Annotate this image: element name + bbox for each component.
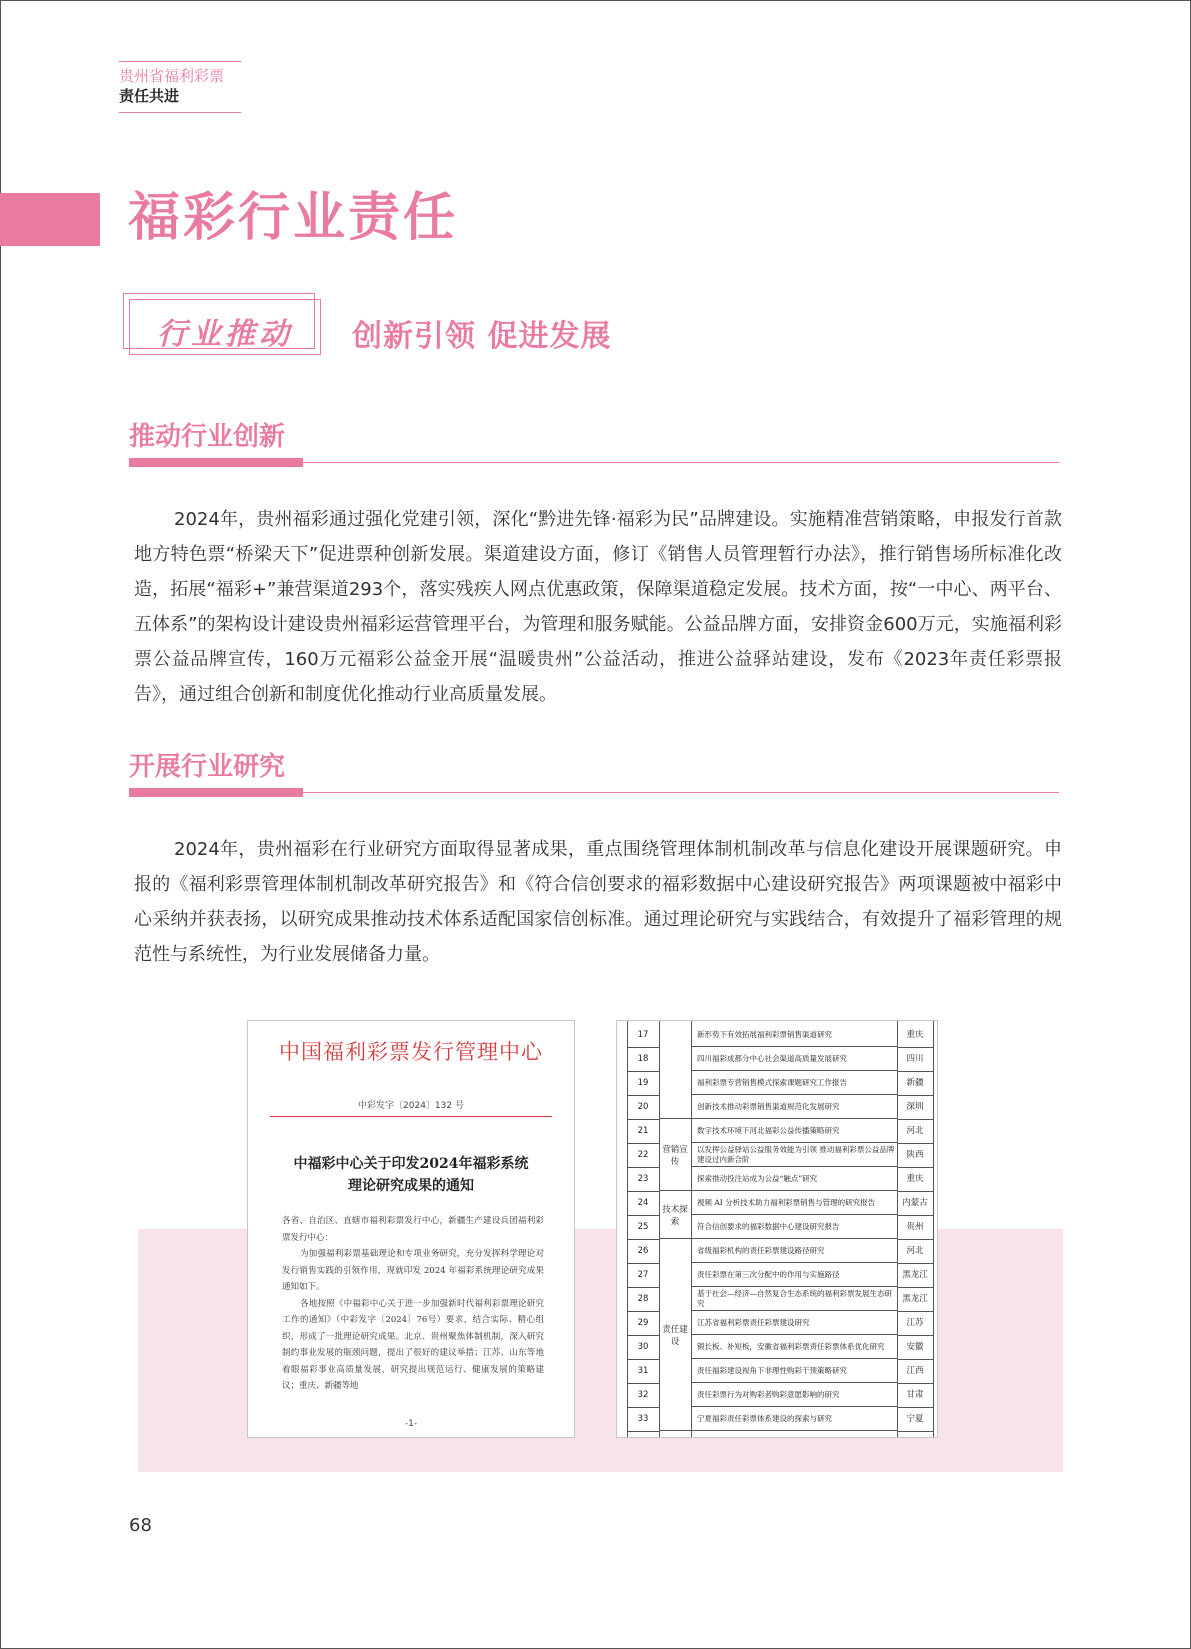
document-body <box>282 1213 544 1395</box>
header-org: 贵州省福利彩票 <box>119 67 225 85</box>
table-cell-number: 24 <box>627 1191 659 1216</box>
stamp-label: 行业推动 <box>157 317 293 352</box>
table-cell-topic: 符合信创要求的福彩数据中心建设研究报告 <box>691 1215 897 1239</box>
table-cell-number: 18 <box>627 1047 659 1072</box>
document-body-line: 各地按照《中福彩中心关于进一步加强新时代福利彩票理论研究工作的通知》（中彩发字〔2024〕76号）要求，结合实际、精心组织，形成了一批理论研究成果。北京、贵州聚焦体制机制，深入研究制约事业发展的瓶颈问题，提出了很好的建议举措；江苏、山东等地着眼福彩事业高质量发展，研究提出规范运行、健康发展的策略建议；重庆、新疆等地 <box>282 1298 544 1391</box>
table-cell-region: 重庆 <box>897 1167 933 1192</box>
table-cell-region: 江西 <box>897 1359 933 1384</box>
table-cell-region: 陕西 <box>897 1143 933 1168</box>
chapter-subtitle: 创新引领 促进发展 <box>352 319 612 354</box>
research-list-table-image <box>616 1020 938 1438</box>
table-cell-region: 黑龙江 <box>897 1287 933 1312</box>
table-cell-number: 17 <box>627 1023 659 1048</box>
document-red-rule <box>270 1116 552 1117</box>
title-accent-block <box>0 193 100 246</box>
table-cell-region: 内蒙古 <box>897 1191 933 1216</box>
table-cell-number: 32 <box>627 1383 659 1408</box>
table-cell-number: 30 <box>627 1335 659 1360</box>
section-title-research: 开展行业研究 <box>129 752 286 782</box>
running-header <box>119 61 241 113</box>
table-cell-region: 深圳 <box>897 1095 933 1120</box>
header-section: 责任共进 <box>119 87 180 105</box>
table-cell-region: 黑龙江 <box>897 1263 933 1288</box>
table-cell-region: 江苏 <box>897 1311 933 1336</box>
section-bar <box>129 458 303 467</box>
table-cell-topic: 省级福彩机构的责任彩票建设路径研究 <box>691 1239 897 1263</box>
table-cell-number: 26 <box>627 1239 659 1264</box>
table-cell-number: 20 <box>627 1095 659 1120</box>
table-cell-number: 29 <box>627 1311 659 1336</box>
table-cell-topic: 視频 AI 分析技术助力福利彩票销售与管理的研究报告 <box>691 1191 897 1215</box>
table-cell-topic: 宁夏福彩责任彩票体系建设的探索与研究 <box>691 1407 897 1431</box>
table-cell-topic: 责任彩票在第三次分配中的作用与实施路径 <box>691 1263 897 1287</box>
table-cell-region: 甘肃 <box>897 1383 933 1408</box>
table-cell-region: 四川 <box>897 1047 933 1072</box>
document-body-line: 为加强福利彩票基础理论和专项业务研究，充分发挥科学理论对发行销售实践的引领作用，现就印发 2024 年福彩系统理论研究成果通知如下。 <box>282 1249 544 1292</box>
section-paragraph-innovation: 2024年，贵州福彩通过强化党建引领，深化“黔进先锋·福彩为民”品牌建设。实施精准营销策略，申报发行首款地方特色票“桥梁天下”促进票种创新发展。渠道建设方面，修订《销售人员管理暂行办法》，推行销售场所标准化改造，拓展“福彩+”兼营渠道293个，落实残疾人网点优惠政策，保障渠道稳定发展。技术方面，按“一中心、两平台、五体系”的架构设计建设贵州福彩运营管理平台，为管理和服务赋能。公益品牌方面，安排资金600万元，实施福利彩票公益品牌宣传，160万元福彩公益金开展“温暖贵州”公益活动，推进公益驿站建设，发布《2023年责任彩票报告》，通过组合创新和制度优化推动行业高质量发展。 <box>134 509 1062 705</box>
stamp-badge <box>129 299 321 355</box>
table-cell-region: 宁夏 <box>897 1407 933 1432</box>
document-number: 中彩发字〔2024〕132 号 <box>358 1101 464 1111</box>
table-cell-category: 责任建设 <box>659 1239 691 1431</box>
table-cell-topic: 江苏省福利彩票责任彩票建设研究 <box>691 1311 897 1335</box>
table-cell-region: 重庆 <box>897 1023 933 1048</box>
table-cell-topic: 数字技术环境下河北福彩公益传播策略研究 <box>691 1119 897 1143</box>
table-cell-number: 25 <box>627 1215 659 1240</box>
chapter-title: 福彩行业责任 <box>128 188 459 248</box>
document-title-line: 理论研究成果的通知 <box>348 1178 474 1194</box>
notice-document-image <box>247 1020 575 1438</box>
table-cell-topic: 责任福彩建设视角下非理性购彩干预策略研究 <box>691 1359 897 1383</box>
section-bar <box>129 788 303 797</box>
table-cell-category: 营销宣传 <box>659 1119 691 1191</box>
table-cell-number: 23 <box>627 1167 659 1192</box>
table-cell-topic: 锻长板、补短板，安徽省福利彩票责任彩票体系优化研究 <box>691 1335 897 1359</box>
document-title-line: 中福彩中心关于印发2024年福彩系统 <box>293 1156 529 1172</box>
section-title-innovation: 推动行业创新 <box>129 422 286 452</box>
table-cell-number: 21 <box>627 1119 659 1144</box>
table-cell-topic: 探索推动投注站成为公益“触点”研究 <box>691 1167 897 1191</box>
document-page-number: -1- <box>404 1419 418 1429</box>
table-cell-topic: 创新技术推动彩票销售渠道规范化发展研究 <box>691 1095 897 1119</box>
table-cell-category: 技术探索 <box>659 1191 691 1239</box>
table-cell-topic: 基于社会—经济—自然复合生态系统的福利彩票发展生态研究 <box>691 1287 897 1311</box>
table-cell-number: 27 <box>627 1263 659 1288</box>
table-cell-number: 22 <box>627 1143 659 1168</box>
table-cell-region: 河北 <box>897 1119 933 1144</box>
header-rule-top <box>119 61 241 62</box>
table-cell-region: 新疆 <box>897 1071 933 1096</box>
table-cell-topic: 四川福彩成都分中心社会渠道高质量发展研究 <box>691 1047 897 1071</box>
table-cell-number: 28 <box>627 1287 659 1312</box>
table-cell-number: 31 <box>627 1359 659 1384</box>
table-cell-topic: 新形势下有效拓展福利彩票销售渠道研究 <box>691 1023 897 1047</box>
section-paragraph-research: 2024年，贵州福彩在行业研究方面取得显著成果，重点围绕管理体制机制改革与信息化建设开展课题研究。申报的《福利彩票管理体制机制改革研究报告》和《符合信创要求的福彩数据中心建设研究报告》两项课题被中福彩中心采纳并获表扬，以研究成果推动技术体系适配国家信创标准。通过理论研究与实践结合，有效提升了福彩管理的规范性与系统性，为行业发展储备力量。 <box>134 839 1062 965</box>
table-cell-category-blank <box>659 1023 691 1119</box>
table-cell-region: 安徽 <box>897 1335 933 1360</box>
document-org-name: 中国福利彩票发行管理中心 <box>279 1040 543 1064</box>
table-cell-number: 19 <box>627 1071 659 1096</box>
table-cell-region: 贵州 <box>897 1215 933 1240</box>
document-body-line: 各省、自治区、直辖市福利彩票发行中心，新疆生产建设兵团福利彩票发行中心： <box>282 1216 544 1243</box>
table-cell-topic: 责任彩票行为对购彩者购彩意愿影响的研究 <box>691 1383 897 1407</box>
table-cell-topic: 福利彩票专营销售模式探索课题研究工作报告 <box>691 1071 897 1095</box>
table-cell-region: 河北 <box>897 1239 933 1264</box>
document-title <box>268 1153 554 1197</box>
header-rule-bottom <box>119 112 241 113</box>
table-cell-topic: 以发挥公益驿站公益服务效能为引领 推动福利彩票公益品牌建设过内新合阶 <box>691 1143 897 1167</box>
page-number: 68 <box>129 1515 152 1536</box>
table-cell-number: 33 <box>627 1407 659 1432</box>
